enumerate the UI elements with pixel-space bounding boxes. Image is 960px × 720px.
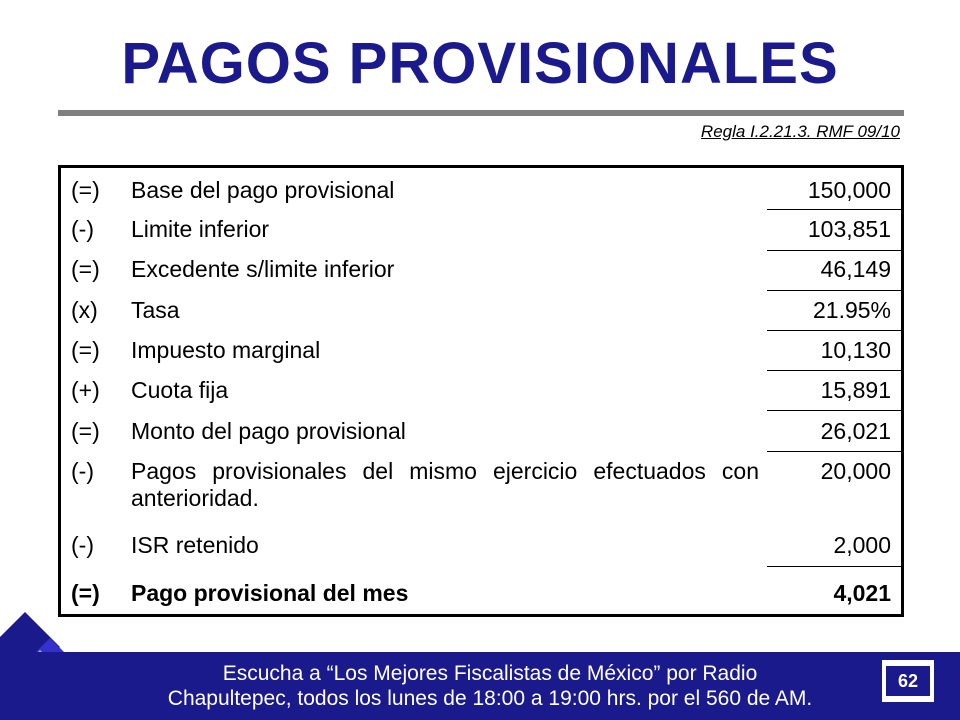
row-sign: (+) (71, 377, 100, 403)
rule-reference: Regla I.2.21.3. RMF 09/10 (700, 122, 900, 141)
row-amount: 103,851 (807, 216, 891, 242)
amount-rule (767, 410, 901, 411)
amount-rule (767, 451, 901, 452)
row-amount: 4,021 (833, 580, 891, 606)
row-sign: (-) (71, 532, 94, 558)
row-amount: 46,149 (820, 256, 891, 282)
page-title: PAGOS PROVISIONALES (121, 31, 839, 96)
row-sign: (=) (71, 337, 100, 363)
row-amount: 20,000 (820, 458, 891, 484)
amount-rule (767, 250, 901, 251)
row-sign: (=) (71, 418, 100, 444)
calculation-table (58, 165, 904, 617)
row-concept: ISR retenido (131, 532, 259, 558)
amount-rule (767, 330, 901, 331)
row-sign: (=) (71, 256, 100, 282)
footer-line-1: Escucha a “Los Mejores Fiscalistas de México” por Radio (222, 662, 758, 685)
row-amount: 150,000 (807, 177, 891, 203)
row-concept: Cuota fija (131, 377, 229, 403)
row-concept: Pago provisional del mes (131, 580, 409, 606)
amount-rule (767, 370, 901, 371)
row-concept: Monto del pago provisional (131, 418, 406, 444)
row-sign: (x) (71, 297, 98, 323)
row-concept: Tasa (131, 297, 180, 323)
row-sign: (-) (71, 458, 94, 484)
row-concept: Impuesto marginal (131, 337, 321, 363)
row-amount: 15,891 (820, 377, 891, 403)
row-sign: (-) (71, 216, 94, 242)
page-number: 62 (886, 666, 930, 696)
amount-rule (767, 209, 901, 210)
row-concept: Base del pago provisional (131, 177, 395, 203)
row-amount: 10,130 (820, 337, 891, 363)
amount-rule (767, 566, 901, 567)
row-concept: Pagos provisionales del mismo ejercicio efectuados con anterioridad. (131, 458, 759, 511)
footer-line-2: Chapultepec, todos los lunes de 18:00 a 19:00 hrs. por el 560 de AM. (167, 687, 813, 710)
footer-text (80, 661, 900, 711)
row-concept: Limite inferior (131, 216, 270, 242)
row-amount: 21.95% (812, 297, 891, 323)
title-divider (58, 110, 904, 116)
row-sign: (=) (71, 580, 100, 606)
row-concept: Excedente s/limite inferior (131, 256, 395, 282)
page-number-badge (880, 658, 936, 704)
row-amount: 2,000 (833, 532, 891, 558)
amount-rule (767, 290, 901, 291)
row-amount: 26,021 (820, 418, 891, 444)
row-sign: (=) (71, 177, 100, 203)
